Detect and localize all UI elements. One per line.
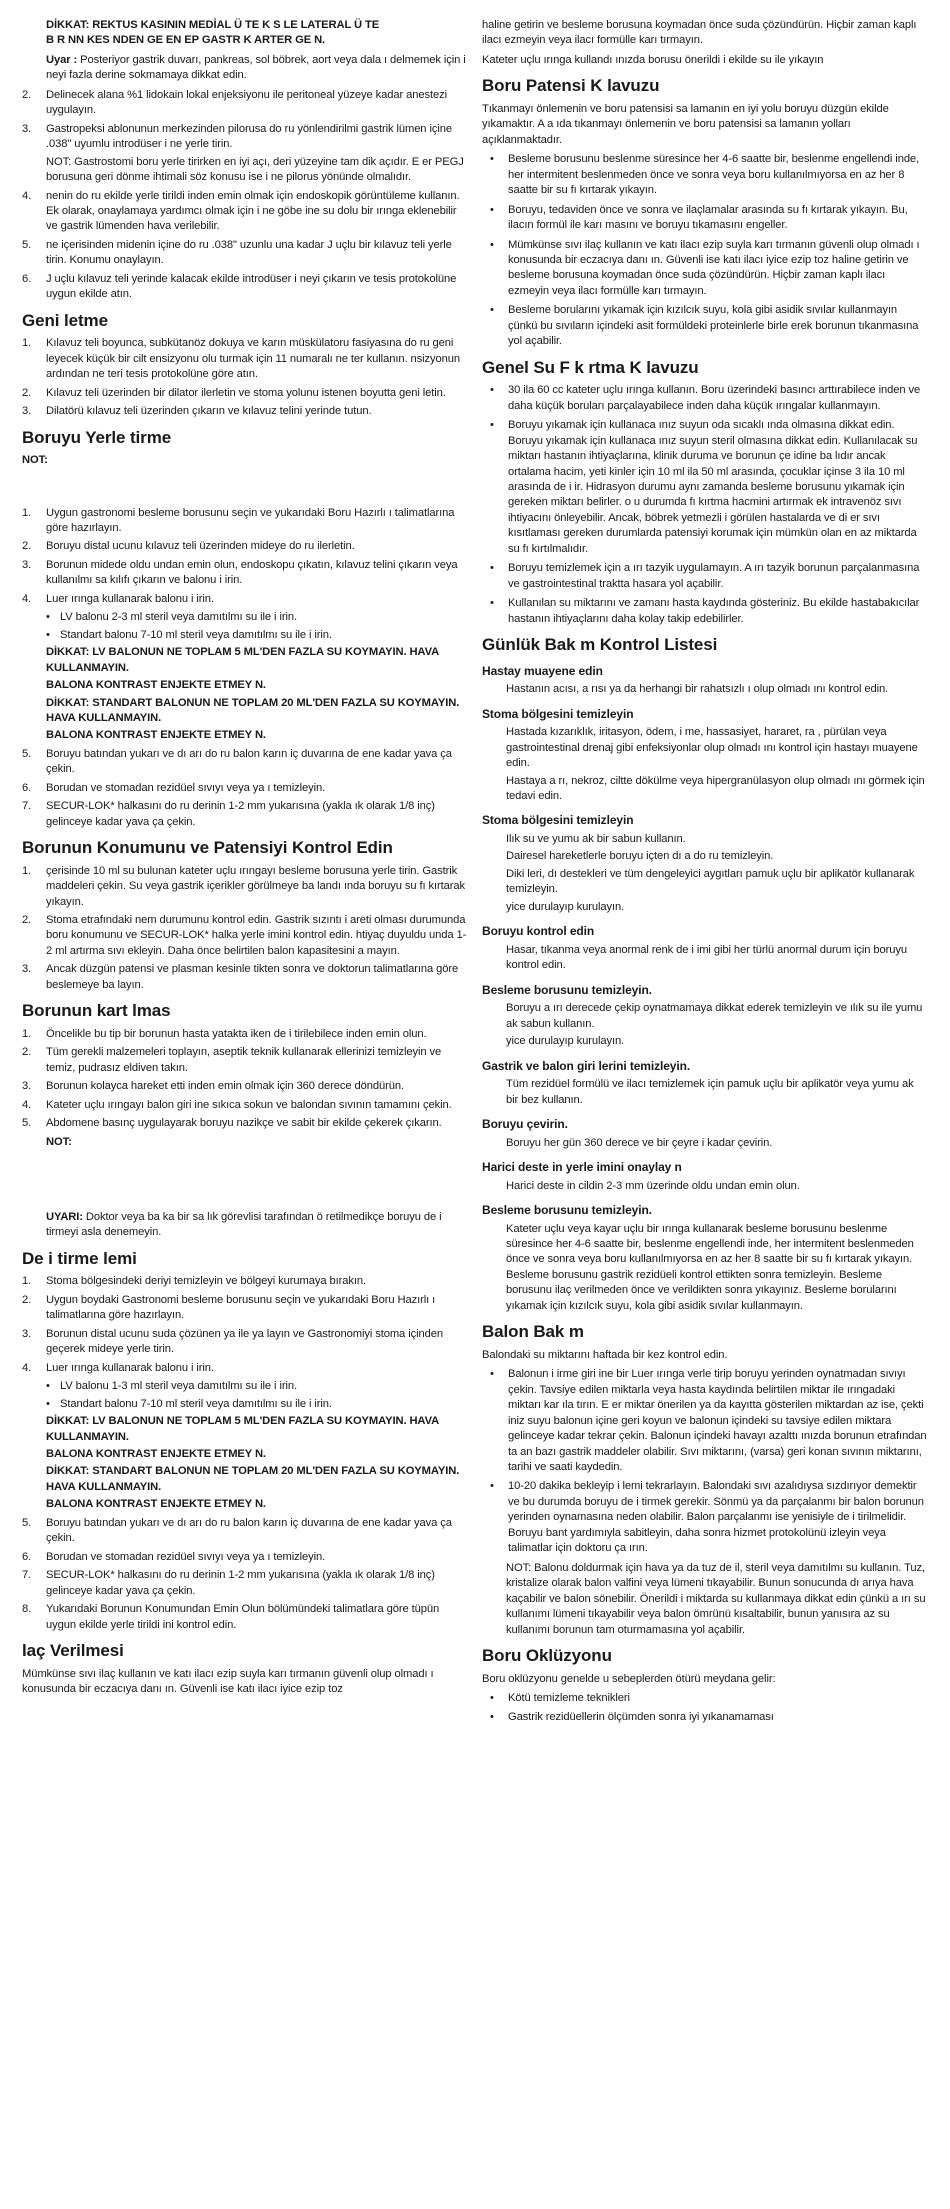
section-title-degistirme: De i tirme lemi — [22, 1248, 137, 1268]
okluzyon-intro: Boru oklüzyonu genelde u sebeplerden ötürü meydana gelir: — [482, 1672, 776, 1685]
checklist-heading: Besleme borusunu temizleyin. — [482, 1203, 652, 1218]
step3-note: NOT: Gastrostomi boru yerle tirirken en iyi açı, deri yüzeyine tam dik açıdır. E er PEGJ borusuna geri dönme ihtimali söz konusu ise i ne pilorus yönünde olmalıdır. — [46, 155, 464, 184]
genel-bullets — [482, 383, 928, 627]
balon-bullets — [482, 1367, 928, 1556]
top-warning-line-1: DİKKAT: REKTUS KASININ MEDİAL Ü TE K S LE LATERAL Ü TE — [46, 19, 380, 31]
section-title-ilac: laç Verilmesi — [22, 1640, 124, 1660]
section-title-patensi: Boru Patensi K lavuzu — [482, 76, 660, 96]
list-item: 7. SECUR-LOK* halkasını do ru derinin 1-2 mm yukarısına (yakla ık olarak 1/8 inç) gelinceye kadar yava ça çekin. — [22, 800, 435, 828]
degistirme-sub-list — [46, 1379, 468, 1412]
warning-text: DİKKAT: STANDART BALONUN NE TOPLAM 20 ML'DEN FAZLA SU KOYMAYIN. HAVA KULLANMAYIN. — [46, 696, 460, 724]
uyari-paragraph — [46, 53, 468, 84]
warning-text: BALONA KONTRAST ENJEKTE ETMEY N. — [46, 1498, 266, 1511]
genisletme-steps — [22, 336, 468, 419]
balon-intro: Balondaki su miktarını haftada bir kez kontrol edin. — [482, 1348, 728, 1361]
list-item: • 10-20 dakika bekleyip i lemi tekrarlayın. Balondaki sıvı azalıdıysa sızdırıyor demektir ve bu durumda boruyu de i tirmek gerekir. Sönmü ya da parçalanmı bir balon borunun yerinden oynamasına neden olabilir. Balon parçalanmı ise yenisiyle de i tirilmelidir. Boruyu bant yardımıyla sabitleyin, daha sonra hizmet protokolünü izleyin veya talimatlar için doktoru ça ırın. — [490, 1480, 924, 1555]
uyari-text: Posteriyor gastrik duvarı, pankreas, sol böbrek, aort veya dala ı delmemek için i neyi fazla derine sokmamaya dikkat edin. — [46, 53, 466, 82]
checklist-heading: Hastay muayene edin — [482, 663, 603, 678]
list-item: • Kullanılan su miktarını ve zamanı hasta kaydında gösteriniz. Bu ekilde hastabakıcılar hastanın ihtiyaçlarını daha kolay takip edebilirler. — [490, 597, 920, 625]
list-item: 8. Yukarıdaki Borunun Konumundan Emin Olun bölümündeki talimatlara göre tüpün uygun ekilde yerle tirildi ini kontrol edin. — [22, 1603, 440, 1631]
list-item: • Standart balonu 7-10 ml steril veya damıtılmı su ile i irin. — [46, 1397, 332, 1410]
list-item: 6. J uçlu kılavuz teli yerinde kalacak ekilde introdüser i neyi çıkarın ve tesis protokolüne uygun ekilde atın. — [22, 272, 457, 301]
list-item: 2. Uygun boydaki Gastronomi besleme borusunu seçin ve yukarıdaki Boru Hazırlı ı talimatlarına göre hazırlayın. — [22, 1293, 436, 1322]
list-item: 1. Uygun gastronomi besleme borusunu seçin ve yukarıdaki Boru Hazırlı ı talimatlarına göre hazırlayın. — [22, 506, 455, 534]
list-item: 2. Boruyu distal ucunu kılavuz teli üzerinden mideye do ru ilerletin. — [22, 540, 355, 553]
list-item: • 30 ila 60 cc kateter uçlu ırınga kullanın. Boru üzerindeki basıncı arttırabilece inden ve daha küçük boruları parçalayabilece inden daha küçük ırıngalar kullanmayın. — [490, 384, 921, 412]
list-item: 6. Borudan ve stomadan rezidüel sıvıyı veya ya ı temizleyin. — [22, 781, 326, 794]
yerlestirme-steps-b — [22, 747, 468, 830]
list-item: • Besleme borularını yıkamak için kızılcık suyu, kola gibi asidik sıvılar kullanmayın çünkü bu sıvıların içindeki asit formüldeki proteinlerle birle erek borunun tıkanmasına yol açabilir. — [490, 304, 919, 348]
list-item: • LV balonu 2-3 ml steril veya damıtılmı su ile i irin. — [46, 611, 297, 624]
list-item: • Mümkünse sıvı ilaç kullanın ve katı ilacı ezip suyla karı tırmanın güvenli olup olmadı ı konusunda bir eczacıya danı ın. Güvenli ise katı ilacı iyice ezip toz haline getirin ve besleme borusuna koymadan önce suda çözündürün. Hiçbir zaman kaplı ilacı ezmeyin veya ilacı formülle karı tırmayın. — [490, 238, 920, 297]
list-item: 2. Kılavuz teli üzerinden bir dilator ilerletin ve stoma yolunu istenen boyutta geni letin. — [22, 386, 446, 399]
list-item: • Balonun i irme giri ine bir Luer ırınga verle tirip boruyu yerinden oynatmadan sıvıyı çekin. Tavsiye edilen miktarla veya hasta kaydında belirtilen miktar ile ırıngadaki miktarı kar ıla tırın. E er miktar önerilen ya da kayıtta gösterilen miktardan az ise, çekti iniz suyu balonun içine geri koyun ve balonun içindeki su tavsiye edilen miktara gelinceye kadar tekrar çekin. Balonun içindeki havayı azalttı ınızda borunun etrafından ta an bazı gastrik maddeler olabilir. Sıvı miktarını, (varsa) geri konan sıvının miktarını, tarihi ve saati kaydedin. — [490, 1368, 927, 1474]
balon-note: NOT: Balonu doldurmak için hava ya da tuz de il, steril veya damıtılmı su kullanın. Tuz, kristalize olarak balon valfini veya lümeni tıkayabilir. Bunun sonucunda dı arıya hava kaçabilir ve balon sönebilir. Önerildi i miktarda su kullanmaya dikkat edin çünkü a ırı su kullanımı lümeni tıkayabilir veya balon ömrünü kısaltabilir, bunun yanısıra az su kullanımı borunun tam oturmamasına yol açabilir. — [506, 1561, 926, 1636]
list-item: 5. Boruyu batından yukarı ve dı arı do ru balon karın iç duvarına de ene kadar yava ça çekin. — [22, 747, 452, 776]
list-item: • Gastrik rezidüellerin ölçümden sonra iyi yıkanamaması — [490, 1711, 774, 1724]
list-item: 3. Gastropeksi ablonunun merkezinden pilorusa do ru yönlendirilmi gastrik lümen içine .038" uyumlu introdüser i ne yerle tirin. NOT: Gastrostomi boru yerle tirirken en iyi açı, deri yüzeyine tam dik açıdır. E er PEGJ borusuna geri dönme ihtimali söz konusu ise i ne pilorus yönünde olmalıdır. — [22, 122, 468, 186]
list-item: 1. Öncelikle bu tip bir borunun hasta yatakta iken de i tirilebilece inden emin olun. — [22, 1027, 427, 1040]
ilac-text: Mümkünse sıvı ilaç kullanın ve katı ilacı ezip suyla karı tırmanın güvenli olup olmadı ı konusunda bir eczacıya danı ın. Güvenli ise katı ilacı iyice ezip toz — [22, 1667, 434, 1695]
list-item: 3. Ancak düzgün patensi ve plasman kesinle tikten sonra ve doktorun talimatlarına göre beslemeye ba layın. — [22, 963, 459, 991]
okluzyon-bullets — [482, 1691, 928, 1726]
intro-text-2: Kateter uçlu ırınga kullandı ınızda borusu önerildi i ekilde su ile yıkayın — [482, 53, 824, 66]
list-item: 5. Abdomene basınç uygulayarak boruyu nazikçe ve sabit bir ekilde çekerek çıkarın. — [22, 1117, 442, 1130]
list-item: 5. ne içerisinden midenin içine do ru .038" uzunlu una kadar J uçlu bir kılavuz teli yerle tirin. Konumu onaylayın. — [22, 238, 452, 267]
list-item: • Standart balonu 7-10 ml steril veya damıtılmı su ile i irin. — [46, 628, 332, 641]
list-item: 4. nenin do ru ekilde yerle tirildi inden emin olmak için endoskopik görüntüleme kullanın. Ek olarak, onaylamaya yardımcı olmak için i ne göbe ine su dolu bir ırınga eklenebilir ve gastrik lümenden hava verilebilir. — [22, 189, 460, 233]
section-title-balon: Balon Bak m — [482, 1322, 584, 1342]
list-item: 1. Stoma bölgesindeki deriyi temizleyin ve bölgeyi kurumaya bırakın. — [22, 1275, 366, 1288]
section-title-cikarma: Borunun kart lmas — [22, 1001, 171, 1021]
patensi-text: Tıkanmayı önlemenin ve boru patensisi sa lamanın en iyi yolu boruyu düzgün ekilde yıkamaktır. A a ıda tıkanmayı önlemenin ve boru patensisi sa lamanın yolları açıklanmaktadır. — [482, 102, 889, 146]
list-item: 5. Boruyu batından yukarı ve dı arı do ru balon karın iç duvarına de ene kadar yava ça çekin. — [22, 1516, 452, 1545]
list-item: 2. Delinecek alana %1 lidokain lokal enjeksiyonu ile peritoneal yüzeye kadar anestezi uygulayın. — [22, 88, 448, 117]
list-item: • Besleme borusunu beslenme süresince her 4-6 saatte bir, beslenme engellendi inde, her intermitent beslenmeden önce ve sonra veya boru kullanılmıyorsa en az her 8 saatte bir su fı kırtarak yıkayın. — [490, 153, 920, 197]
konum-steps — [22, 864, 468, 994]
checklist-heading: Boruyu kontrol edin — [482, 924, 595, 939]
degistirme-steps — [22, 1274, 468, 1376]
list-item: 3. Borunun midede oldu undan emin olun, endoskopu çıkatın, kılavuz telini çıkarın veya kullanılmı sa kılıfı çıkarın ve balonu i irin. — [22, 558, 458, 587]
list-item: 2. Stoma etrafındaki nem durumunu kontrol edin. Gastrik sızıntı i areti olması durumunda boru konumunu ve SECUR-LOK* halka yerle imini kontrol edin. htiyaç duyuldu unda 1- 2 ml artırma sıvı ekleyin. Daha önce belirtilen balon kapasitesini a mayın. — [22, 914, 467, 957]
list-item: • Boruyu temizlemek için a ırı tazyik uygulamayın. A ırı tazyik borunun parçalanmasına ve gastrointestinal traktta hasara yol açabilir. — [490, 562, 920, 590]
cikarma-not-label: NOT: — [46, 1135, 72, 1148]
uyari-label: Uyar : — [46, 53, 78, 66]
cikarma-steps — [22, 1027, 468, 1132]
warning-text: BALONA KONTRAST ENJEKTE ETMEY N. — [46, 1448, 266, 1460]
list-item: • Boruyu, tedaviden önce ve sonra ve ilaçlamalar arasında su fı kırtarak yıkayın. Bu, ilacın formül ile karı masını ve boruyu tıkamasını engeller. — [490, 203, 908, 232]
section-title-genel: Genel Su F k rtma K lavuzu — [482, 357, 699, 377]
warning-text: DİKKAT: STANDART BALONUN NE TOPLAM 20 ML'DEN FAZLA SU KOYMAYIN. HAVA KULLANMAYIN. — [46, 1465, 460, 1493]
left-column — [22, 18, 468, 2209]
checklist-heading: Harici deste in yerle imini onaylay n — [482, 1160, 682, 1175]
section-title-konum: Borunun Konumunu ve Patensiyi Kontrol Edin — [22, 838, 393, 858]
warning-text: BALONA KONTRAST ENJEKTE ETMEY N. — [46, 729, 266, 742]
checklist-heading: Gastrik ve balon giri lerini temizleyin. — [482, 1058, 691, 1073]
section-title-genisletme: Geni letme — [22, 310, 108, 330]
list-item: 2. Tüm gerekli malzemeleri toplayın, aseptik teknik kullanarak ellerinizi temizleyin ve temiz, pudrasız eldiven takın. — [22, 1046, 442, 1074]
list-item: 1. Kılavuz teli boyunca, subkütanöz dokuya ve karın müskülatoru fasiyasına do ru geni leyecek küçük bir cilt ensizyonu olu turmak için 11 numaralı ne ter kullanın. nsizyonun ardından ne teri tesis protokolüne göre atın. — [22, 337, 460, 381]
warning-text: DİKKAT: LV BALONUN NE TOPLAM 5 ML'DEN FAZLA SU KOYMAYIN. HAVA KULLANMAYIN. — [46, 1415, 439, 1443]
list-item: • Boruyu yıkamak için kullanaca ınız suyun oda sıcaklı ında olmasına dikkat edin. Boruyu yıkamak için kullanaca ınız suyun steril olmasına dikkat edin. Kullanılacak su miktarı hastanın ihtiyaçlarına, klinik duruma ve borunun çe idine ba lıdır ancak ortalama hacim, yeti kinler için 10 ml ila 50 ml arasında, çocuklar içinse 3 ila 10 ml arasında de i ir. Hidrasyon durumu aynı zamanda besleme borusunu yıkamak için gereken miktarı belirler. o u durumda fı kırtma hacmini artırmak ek intravenöz sıvı ihtiyacını önleyebilir. Ancak, böbrek yetmezli i görülen hastalarda ve di er sıvı kısıtlaması gereken durumlarda patensiyi korumak için mümkün olan en az miktarda su fı kırtılmalıdır. — [490, 419, 918, 555]
section-title-yerlestirme: Boruyu Yerle tirme — [22, 427, 172, 447]
list-item: 7. SECUR-LOK* halkasını do ru derinin 1-2 mm yukarısına (yakla ık olarak 1/8 inç) gelinceye kadar yava ça çekin. — [22, 1569, 435, 1597]
list-item: 3. Dilatörü kılavuz teli üzerinden çıkarın ve kılavuz telini yerinde tutun. — [22, 405, 372, 418]
warning-text: BALONA KONTRAST ENJEKTE ETMEY N. — [46, 679, 266, 692]
yerlestirme-sub-list — [46, 610, 468, 643]
list-item: 4. Luer ırınga kullanarak balonu i irin. — [22, 1361, 214, 1374]
checklist-heading: Boruyu çevirin. — [482, 1117, 568, 1132]
section-title-gunluk: Günlük Bak m Kontrol Listesi — [482, 635, 718, 655]
list-item: 4. Luer ırınga kullanarak balonu i irin. — [22, 592, 214, 605]
yerlestirme-steps — [22, 506, 468, 608]
checklist-heading: Stoma bölgesini temizleyin — [482, 706, 634, 721]
right-column — [482, 18, 928, 2209]
checklist-heading: Besleme borusunu temizleyin. — [482, 982, 652, 997]
warning-text: DİKKAT: LV BALONUN NE TOPLAM 5 ML'DEN FAZLA SU KOYMAYIN. HAVA KULLANMAYIN. — [46, 646, 439, 674]
list-item: • Kötü temizleme teknikleri — [490, 1692, 630, 1704]
top-warning-line-2: B R NN KES NDEN GE EN EP GASTR K ARTER GE N. — [46, 34, 326, 47]
cikarma-uyari: UYARI: Doktor veya ba ka bir sa lık görevlisi tarafından ö retilmedikçe boruyu de i tirmeyi asla denemeyin. — [46, 1211, 442, 1239]
list-item: 3. Borunun distal ucunu suda çözünen ya ile ya layın ve Gastronomiyi stoma içinden geçerek mideye yerle tirin. — [22, 1327, 443, 1356]
patensi-bullets — [482, 152, 928, 349]
list-item: 6. Borudan ve stomadan rezidüel sıvıyı veya ya ı temizleyin. — [22, 1550, 326, 1563]
list-item: 1. çerisinde 10 ml su bulunan kateter uçlu ırıngayı besleme borusuna yerle tirin. Gastrik maddeleri çekin. Su veya gastrik içerikler görülmeye ba landı ında boruyu su fı kırtarak yıkayın. — [22, 864, 466, 908]
intro-text: haline getirin ve besleme borusuna koymadan önce suda çözündürün. Hiçbir zaman kaplı ilacı ezmeyin veya ilacı formülle karı tırmayın. — [482, 19, 917, 47]
list-item: 4. Kateter uçlu ırıngayı balon giri ine sıkıca sokun ve balondan sıvının tamamını çekin. — [22, 1098, 452, 1111]
list-item: 3. Borunun kolayca hareket etti inden emin olmak için 360 derece döndürün. — [22, 1080, 404, 1093]
section-title-okluzyon: Boru Oklüzyonu — [482, 1646, 612, 1665]
list-item: • LV balonu 1-3 ml steril veya damıtılmı su ile i irin. — [46, 1380, 297, 1393]
steps-list-a — [22, 88, 468, 303]
yerlestirme-not-label: NOT: — [22, 454, 48, 467]
checklist: Hastay muayene edin Hastanın acısı, a rısı ya da herhangi bir rahatsızlı ı olup olmadı ını kontrol edin. Stoma bölgesini temizleyin Hastada kızarıklık, iritasyon, ödem, i me, hassasiyet, hararet, ra , pürülan veya gastrointestinal drenaj gibi enfeksiyonlar olup olmadı ını kontrol için hastayı muayene edin. Hastaya a rı, nekroz, ciltte dökülme veya hipergranülasyon olup olmadı ını görmek için tedavi edin. Stoma bölgesini temizleyin Ilık su ve yumu ak bir sabun kullanın. Dairesel hareketlerle boruyu içten dı a do ru temizleyin. Diki leri, dı destekleri ve tüm dengeleyici aygıtları pamuk uçlu bir aplikatör kullanarak temizleyin. yice durulayıp kurulayın. Boruyu kontrol edin Hasar, tıkanma veya anormal renk de i imi gibi her türlü anormal durum için boruyu kontrol edin. Besleme borusunu temizleyin. Boruyu a ırı derecede çekip oynatmamaya dikkat ederek temizleyin ve ılık su ile yumu ak sabun kullanın. yice durulayıp kurulayın. Gastrik ve balon giri lerini temizleyin. Tüm rezidüel formülü ve ilacı temizlemek için pamuk uçlu bir aplikatör veya yumu ak bir bez kullanın. Boruyu çevirin. Boruyu her gün 360 derece ve bir çeyre i kadar çevirin. Harici deste in yerle imini onaylay n Harici deste in cildin 2-3 mm üzerinde oldu undan emin olun. Besleme borusunu temizleyin. Kateter uçlu veya kayar uçlu bir ırınga kullanarak besleme borusunu beslenme süresince her 4-6 saatte bir, beslenme engellendi inde, her intermitent beslenmeden önce ve sonra veya boru kullanılmıyorsa en az her 8 saatte bir su fı kırtarak yıkayın. Besleme borusunu gastrik rezidüeli kontrol ettikten sonra temizleyin. Besleme borusunu ilaç verilmeden önce ve verildikten sonra yıkayınız. Besleme borularını yıkamak için kızılcık suyu, kola gibi asidik sıvılar kullanmayın. — [482, 663, 928, 1315]
degistirme-steps-b — [22, 1516, 468, 1633]
checklist-heading: Stoma bölgesini temizleyin — [482, 813, 634, 828]
